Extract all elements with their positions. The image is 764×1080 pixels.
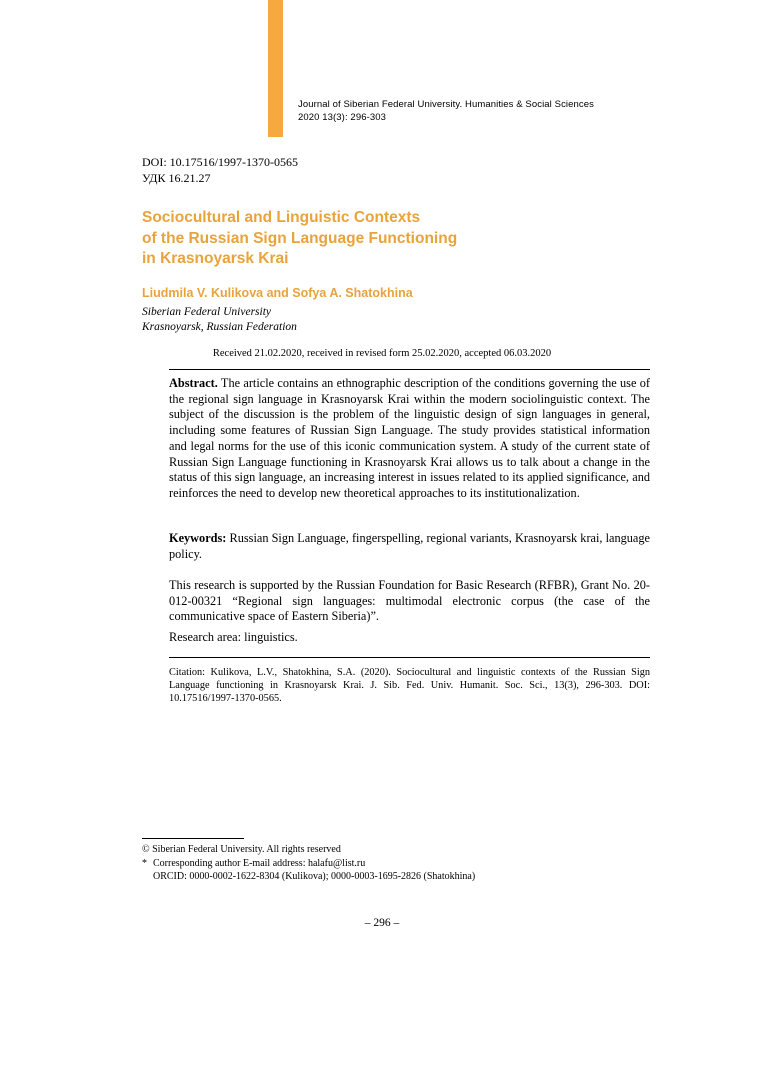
title-line-1: Sociocultural and Linguistic Contexts	[142, 209, 421, 226]
journal-title-line: Journal of Siberian Federal University. Humanities & Social Sciences	[298, 99, 594, 110]
footnote-corresponding: Corresponding author E-mail address: halafu@list.ru	[153, 857, 366, 869]
title-line-2: of the Russian Sign Language Functioning	[142, 229, 458, 247]
affiliation-institution: Siberian Federal University	[142, 306, 272, 318]
footnotes-block	[142, 843, 642, 884]
journal-issue-line: 2020 13(3): 296-303	[298, 112, 386, 123]
authors: Liudmila V. Kulikova and Sofya A. Shatokhina	[142, 286, 413, 300]
header-accent-bar	[268, 0, 283, 137]
title-line-3: in Krasnoyarsk Krai	[142, 250, 289, 267]
footnote-corresponding-row	[142, 857, 642, 871]
divider-top	[169, 369, 650, 370]
footnote-divider	[142, 838, 244, 839]
journal-header	[298, 98, 628, 124]
page-number: – 296 –	[364, 917, 400, 929]
affiliation-location: Krasnoyarsk, Russian Federation	[142, 320, 297, 333]
footnote-marker: *	[142, 857, 147, 869]
page-title	[142, 208, 622, 270]
affiliation	[142, 305, 622, 334]
footnote-orcid: ORCID: 0000-0002-1622-8304 (Kulikova); 0000-0003-1695-2826 (Shatokhina)	[153, 871, 476, 882]
abstract-label: Abstract.	[169, 376, 218, 390]
divider-bottom	[169, 657, 650, 658]
keywords-section	[169, 531, 650, 562]
abstract-section	[169, 376, 650, 502]
footnote-copyright: © Siberian Federal University. All rights reserved	[142, 844, 341, 855]
keywords-label: Keywords:	[169, 531, 227, 545]
citation-block: Citation: Kulikova, L.V., Shatokhina, S.A. (2020). Sociocultural and linguistic contexts of the Russian Sign Language functioning in Krasnoyarsk Krai. J. Sib. Fed. Univ. Humanit. Soc. Sci., 13(3), 296-303. DOI: 10.17516/1997-1370-0565.	[169, 667, 650, 705]
funding-statement: This research is supported by the Russian Foundation for Basic Research (RFBR), Grant No. 20-012-00321 “Regional sign languages: multimodal electronic corpus (the case of the communicative space of Eastern Siberia)”.	[169, 578, 650, 624]
doi-text: DOI: 10.17516/1997-1370-0565	[142, 155, 298, 169]
received-dates: Received 21.02.2020, received in revised form 25.02.2020, accepted 06.03.2020	[212, 348, 552, 359]
identifiers-block	[142, 155, 298, 186]
udc-text: УДК 16.21.27	[142, 170, 211, 185]
abstract-text: The article contains an ethnographic description of the conditions governing the use of the regional sign language in Krasnoyarsk Krai within the modern sociolinguistic context. The subject of the discussion is the problem of the linguistic design of sign languages in general, including some features of Russian Sign Language. The study provides statistical information and legal norms for the use of this iconic communication system. A study of the current state of Russian Sign Language functioning in Krasnoyarsk Krai allows us to talk about a change in the status of this sign language, an increasing interest in issues related to its applied significance, and reinforces the need to develop new theoretical approaches to its institutionalization.	[169, 376, 650, 500]
research-area: Research area: linguistics.	[169, 630, 298, 644]
keywords-text: Russian Sign Language, fingerspelling, regional variants, Krasnoyarsk krai, language policy.	[169, 531, 650, 561]
